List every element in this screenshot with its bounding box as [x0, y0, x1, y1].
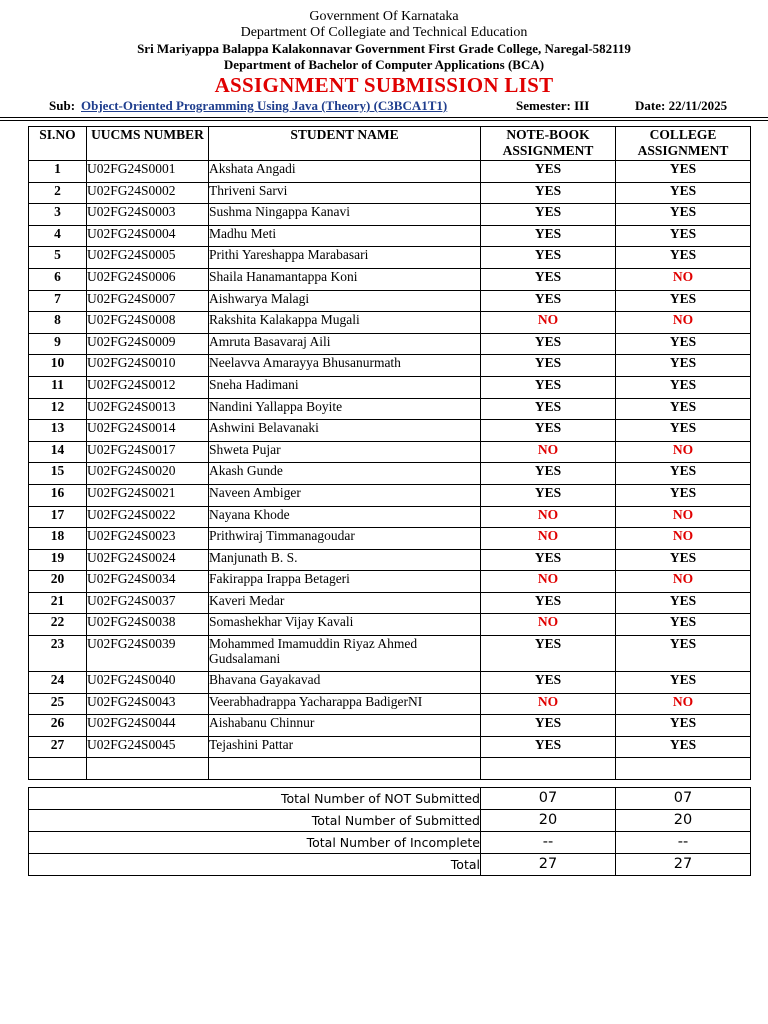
table-row	[29, 355, 751, 377]
subject-label: Sub:	[49, 98, 76, 113]
cell-uucms: U02FG24S0004	[87, 225, 209, 247]
cell-name: Ashwini Belavanaki	[209, 420, 481, 442]
table-header-row	[29, 127, 751, 161]
cell-slno: 2	[29, 182, 87, 204]
cell-slno: 13	[29, 420, 87, 442]
cell-slno: 12	[29, 398, 87, 420]
table-row	[29, 312, 751, 334]
cell-uucms: U02FG24S0044	[87, 715, 209, 737]
cell-college: YES	[616, 376, 751, 398]
empty-cell	[209, 758, 481, 780]
cell-college: YES	[616, 463, 751, 485]
subject-value: Object-Oriented Programming Using Java (Theory) (C3BCA1T1)	[81, 98, 448, 113]
cell-name: Veerabhadrappa Yacharappa BadigerNI	[209, 693, 481, 715]
cell-name: Fakirappa Irappa Betageri	[209, 571, 481, 593]
cell-notebook: YES	[481, 463, 616, 485]
submission-table	[28, 126, 751, 780]
total-notebook: --	[481, 832, 616, 854]
cell-uucms: U02FG24S0010	[87, 355, 209, 377]
cell-college: YES	[616, 398, 751, 420]
cell-uucms: U02FG24S0034	[87, 571, 209, 593]
cell-name: Shaila Hanamantappa Koni	[209, 268, 481, 290]
empty-cell	[87, 758, 209, 780]
cell-name: Amruta Basavaraj Aili	[209, 333, 481, 355]
total-label: Total Number of Incomplete	[29, 832, 481, 854]
cell-college: YES	[616, 592, 751, 614]
cell-notebook: YES	[481, 636, 616, 672]
cell-college: YES	[616, 333, 751, 355]
table-row	[29, 333, 751, 355]
cell-college: YES	[616, 290, 751, 312]
cell-notebook: YES	[481, 420, 616, 442]
cell-notebook: YES	[481, 736, 616, 758]
cell-name: Kaveri Medar	[209, 592, 481, 614]
cell-uucms: U02FG24S0005	[87, 247, 209, 269]
cell-uucms: U02FG24S0007	[87, 290, 209, 312]
cell-uucms: U02FG24S0039	[87, 636, 209, 672]
cell-uucms: U02FG24S0022	[87, 506, 209, 528]
cell-name: Thriveni Sarvi	[209, 182, 481, 204]
cell-name: Mohammed Imamuddin Riyaz Ahmed Gudsalamani	[209, 636, 481, 672]
cell-slno: 3	[29, 204, 87, 226]
table-row	[29, 268, 751, 290]
cell-notebook: NO	[481, 693, 616, 715]
cell-college: YES	[616, 636, 751, 672]
cell-notebook: YES	[481, 398, 616, 420]
cell-name: Prithi Yareshappa Marabasari	[209, 247, 481, 269]
cell-college: YES	[616, 715, 751, 737]
date: Date: 22/11/2025	[635, 98, 728, 113]
subject-line	[0, 98, 768, 114]
totals-row	[29, 854, 751, 876]
cell-slno: 11	[29, 376, 87, 398]
cell-name: Prithwiraj Timmanagoudar	[209, 528, 481, 550]
header-rule-2	[0, 120, 768, 121]
cell-uucms: U02FG24S0038	[87, 614, 209, 636]
cell-slno: 4	[29, 225, 87, 247]
cell-notebook: NO	[481, 441, 616, 463]
cell-name: Akshata Angadi	[209, 161, 481, 183]
total-label: Total	[29, 854, 481, 876]
cell-slno: 26	[29, 715, 87, 737]
totals-row	[29, 788, 751, 810]
cell-notebook: YES	[481, 333, 616, 355]
cell-notebook: YES	[481, 182, 616, 204]
total-notebook: 07	[481, 788, 616, 810]
total-notebook: 20	[481, 810, 616, 832]
totals-row	[29, 832, 751, 854]
cell-college: YES	[616, 355, 751, 377]
cell-slno: 18	[29, 528, 87, 550]
header-department: Department Of Collegiate and Technical Education	[240, 25, 528, 40]
cell-uucms: U02FG24S0024	[87, 549, 209, 571]
cell-name: Manjunath B. S.	[209, 549, 481, 571]
col-header-college: COLLEGE ASSIGNMENT	[616, 127, 751, 161]
total-notebook: 27	[481, 854, 616, 876]
cell-slno: 21	[29, 592, 87, 614]
cell-uucms: U02FG24S0002	[87, 182, 209, 204]
cell-uucms: U02FG24S0037	[87, 592, 209, 614]
cell-slno: 10	[29, 355, 87, 377]
cell-college: NO	[616, 312, 751, 334]
table-row	[29, 247, 751, 269]
cell-name: Bhavana Gayakavad	[209, 672, 481, 694]
table-row	[29, 398, 751, 420]
cell-notebook: YES	[481, 355, 616, 377]
table-row	[29, 571, 751, 593]
cell-name: Rakshita Kalakappa Mugali	[209, 312, 481, 334]
cell-name: Neelavva Amarayya Bhusanurmath	[209, 355, 481, 377]
cell-slno: 22	[29, 614, 87, 636]
table-row	[29, 715, 751, 737]
cell-college: YES	[616, 161, 751, 183]
cell-college: YES	[616, 204, 751, 226]
cell-name: Somashekhar Vijay Kavali	[209, 614, 481, 636]
cell-name: Aishwarya Malagi	[209, 290, 481, 312]
cell-college: YES	[616, 182, 751, 204]
total-label: Total Number of Submitted	[29, 810, 481, 832]
cell-slno: 14	[29, 441, 87, 463]
cell-name: Aishabanu Chinnur	[209, 715, 481, 737]
cell-slno: 23	[29, 636, 87, 672]
cell-slno: 25	[29, 693, 87, 715]
cell-college: YES	[616, 247, 751, 269]
header-college: Sri Mariyappa Balappa Kalakonnavar Government First Grade College, Naregal-582119	[137, 41, 631, 56]
cell-name: Nayana Khode	[209, 506, 481, 528]
table-row	[29, 636, 751, 672]
cell-college: NO	[616, 268, 751, 290]
cell-slno: 27	[29, 736, 87, 758]
header-government: Government Of Karnataka	[309, 9, 459, 24]
cell-name: Sushma Ningappa Kanavi	[209, 204, 481, 226]
empty-cell	[29, 758, 87, 780]
cell-notebook: NO	[481, 528, 616, 550]
col-header-notebook: NOTE-BOOK ASSIGNMENT	[481, 127, 616, 161]
cell-uucms: U02FG24S0021	[87, 484, 209, 506]
cell-slno: 19	[29, 549, 87, 571]
table-row	[29, 182, 751, 204]
table-row	[29, 290, 751, 312]
cell-slno: 20	[29, 571, 87, 593]
col-header-slno: SI.NO	[29, 127, 87, 161]
totals-table	[28, 787, 751, 876]
cell-notebook: YES	[481, 204, 616, 226]
cell-college: NO	[616, 441, 751, 463]
table-row	[29, 484, 751, 506]
cell-uucms: U02FG24S0008	[87, 312, 209, 334]
cell-uucms: U02FG24S0014	[87, 420, 209, 442]
cell-uucms: U02FG24S0013	[87, 398, 209, 420]
cell-slno: 8	[29, 312, 87, 334]
header-rule-1	[0, 117, 768, 118]
cell-uucms: U02FG24S0003	[87, 204, 209, 226]
cell-slno: 1	[29, 161, 87, 183]
cell-college: NO	[616, 571, 751, 593]
cell-college: NO	[616, 528, 751, 550]
table-row	[29, 592, 751, 614]
table-row	[29, 736, 751, 758]
total-college: --	[616, 832, 751, 854]
cell-slno: 16	[29, 484, 87, 506]
cell-notebook: NO	[481, 614, 616, 636]
cell-college: NO	[616, 693, 751, 715]
cell-uucms: U02FG24S0001	[87, 161, 209, 183]
table-row	[29, 549, 751, 571]
table-row	[29, 506, 751, 528]
table-row	[29, 161, 751, 183]
table-row	[29, 528, 751, 550]
cell-name: Shweta Pujar	[209, 441, 481, 463]
cell-slno: 17	[29, 506, 87, 528]
cell-uucms: U02FG24S0012	[87, 376, 209, 398]
total-college: 07	[616, 788, 751, 810]
cell-slno: 9	[29, 333, 87, 355]
cell-notebook: YES	[481, 672, 616, 694]
table-row	[29, 376, 751, 398]
cell-college: NO	[616, 506, 751, 528]
cell-uucms: U02FG24S0043	[87, 693, 209, 715]
cell-name: Nandini Yallappa Boyite	[209, 398, 481, 420]
col-header-name: STUDENT NAME	[209, 127, 481, 161]
cell-slno: 7	[29, 290, 87, 312]
cell-notebook: NO	[481, 312, 616, 334]
cell-uucms: U02FG24S0009	[87, 333, 209, 355]
totals-row	[29, 810, 751, 832]
table-row	[29, 463, 751, 485]
cell-notebook: YES	[481, 247, 616, 269]
cell-college: YES	[616, 736, 751, 758]
cell-college: YES	[616, 614, 751, 636]
cell-notebook: YES	[481, 161, 616, 183]
table-row	[29, 614, 751, 636]
cell-college: YES	[616, 484, 751, 506]
table-row	[29, 225, 751, 247]
cell-uucms: U02FG24S0040	[87, 672, 209, 694]
cell-notebook: YES	[481, 268, 616, 290]
empty-cell	[616, 758, 751, 780]
col-header-uucms: UUCMS NUMBER	[87, 127, 209, 161]
cell-name: Madhu Meti	[209, 225, 481, 247]
cell-college: YES	[616, 225, 751, 247]
total-college: 20	[616, 810, 751, 832]
cell-name: Naveen Ambiger	[209, 484, 481, 506]
cell-college: YES	[616, 420, 751, 442]
cell-uucms: U02FG24S0023	[87, 528, 209, 550]
cell-notebook: YES	[481, 549, 616, 571]
table-row	[29, 420, 751, 442]
empty-cell	[481, 758, 616, 780]
cell-uucms: U02FG24S0017	[87, 441, 209, 463]
table-row	[29, 441, 751, 463]
cell-name: Tejashini Pattar	[209, 736, 481, 758]
cell-notebook: NO	[481, 571, 616, 593]
header-program: Department of Bachelor of Computer Applications (BCA)	[223, 57, 545, 72]
cell-slno: 15	[29, 463, 87, 485]
total-label: Total Number of NOT Submitted	[29, 788, 481, 810]
cell-uucms: U02FG24S0020	[87, 463, 209, 485]
table-row	[29, 672, 751, 694]
cell-notebook: NO	[481, 506, 616, 528]
cell-name: Akash Gunde	[209, 463, 481, 485]
table-row	[29, 204, 751, 226]
cell-notebook: YES	[481, 225, 616, 247]
cell-notebook: YES	[481, 376, 616, 398]
empty-row	[29, 758, 751, 780]
cell-college: YES	[616, 549, 751, 571]
page-title: ASSIGNMENT SUBMISSION LIST	[214, 73, 554, 97]
table-row	[29, 693, 751, 715]
cell-notebook: YES	[481, 715, 616, 737]
cell-slno: 6	[29, 268, 87, 290]
cell-notebook: YES	[481, 290, 616, 312]
cell-name: Sneha Hadimani	[209, 376, 481, 398]
total-college: 27	[616, 854, 751, 876]
cell-notebook: YES	[481, 484, 616, 506]
cell-college: YES	[616, 672, 751, 694]
semester: Semester: III	[516, 98, 590, 113]
cell-slno: 5	[29, 247, 87, 269]
cell-uucms: U02FG24S0045	[87, 736, 209, 758]
cell-slno: 24	[29, 672, 87, 694]
cell-notebook: YES	[481, 592, 616, 614]
cell-uucms: U02FG24S0006	[87, 268, 209, 290]
